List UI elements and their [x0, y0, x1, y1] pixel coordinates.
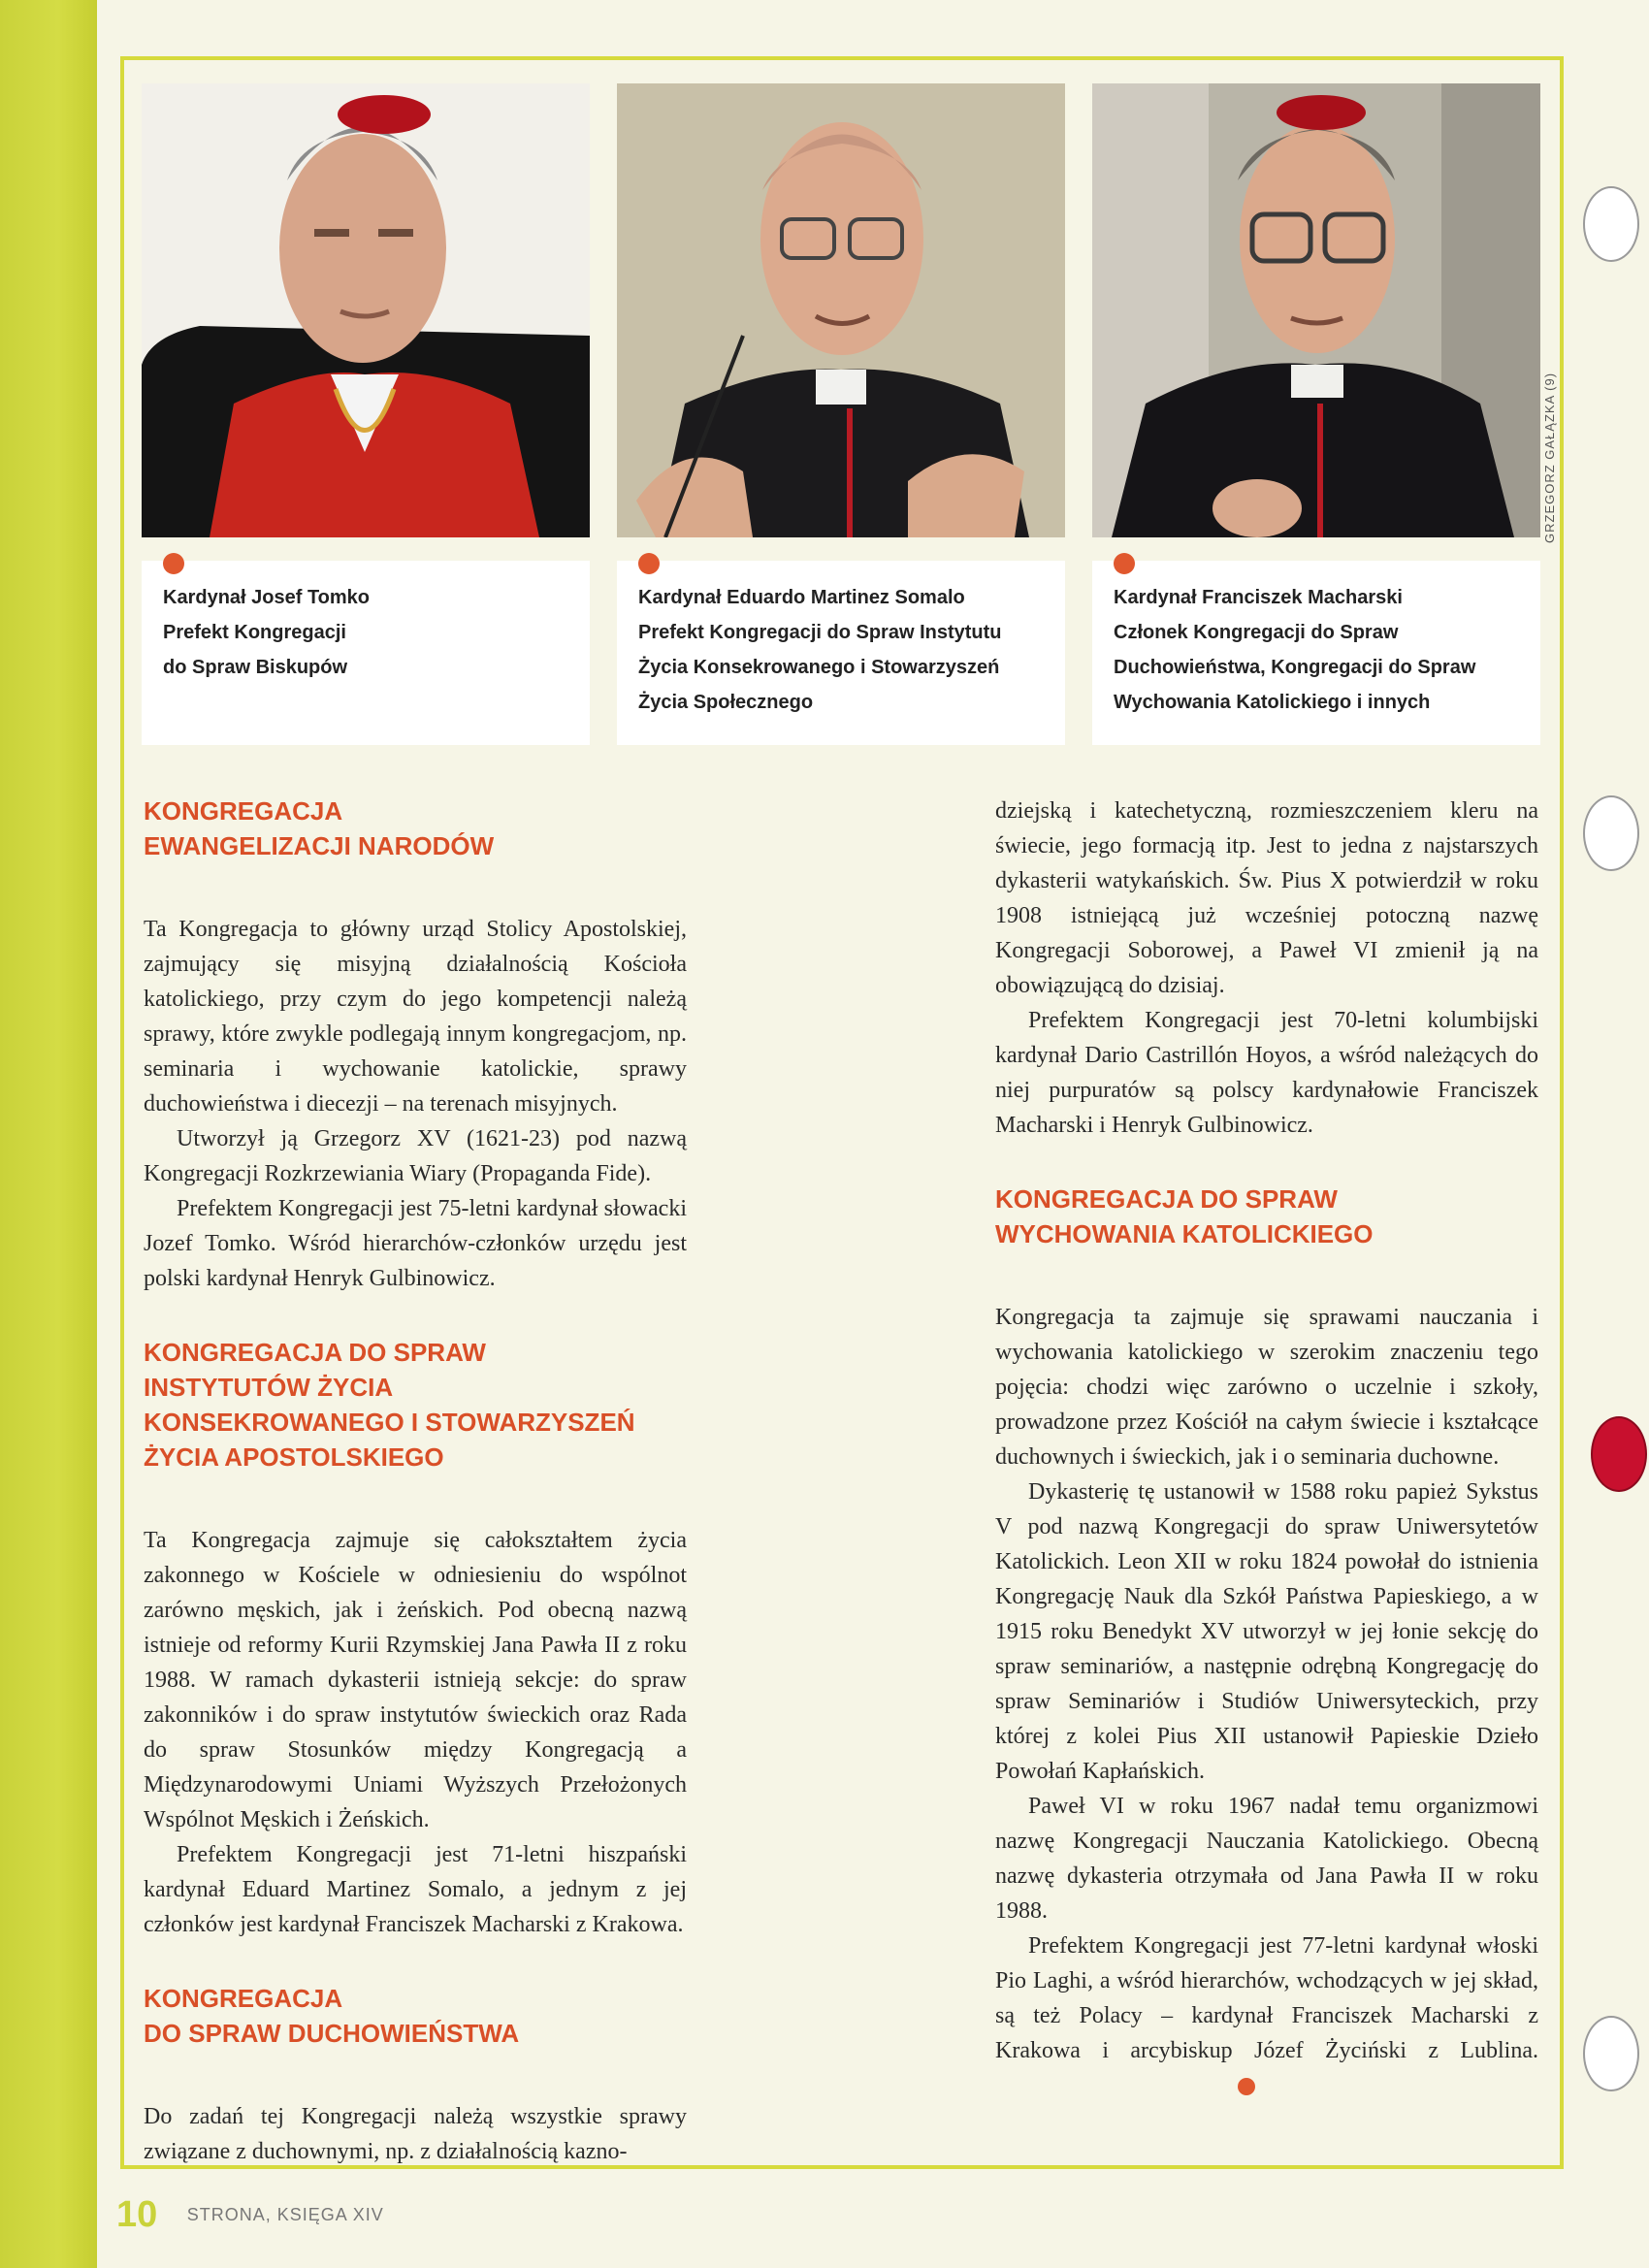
- heading-line: ŻYCIA APOSTOLSKIEGO: [144, 1442, 444, 1472]
- heading-line: KONGREGACJA DO SPRAW: [995, 1184, 1338, 1214]
- section-heading: [144, 1335, 687, 1474]
- section-duchowienstwo: [144, 1981, 687, 2169]
- photo-cardinal-tomko: [142, 83, 590, 537]
- caption-line: Kardynał Franciszek Macharski: [1114, 587, 1403, 608]
- photo-cardinal-somalo: [617, 83, 1065, 537]
- paragraph: Paweł VI w roku 1967 nadał temu organizmowi nazwę Kongregacji Nauczania Katolickiego. Obecną nazwę dykasteria otrzymała od Jana Pawła II w roku 1988.: [995, 1794, 1538, 1924]
- paragraph: Utworzył ją Grzegorz XV (1621-23) pod nazwą Kongregacji Rozkrzewiania Wiary (Propaganda Fide).: [144, 1126, 687, 1186]
- caption-line: Kardynał Eduardo Martinez Somalo: [638, 587, 965, 608]
- heading-line: KONSEKROWANEGO I STOWARZYSZEŃ: [144, 1408, 635, 1437]
- section-heading: [144, 1981, 687, 2051]
- photo-cardinal-macharski: [1092, 83, 1540, 537]
- punch-hole: [1583, 2016, 1639, 2091]
- heading-line: KONGREGACJA: [144, 1984, 343, 2013]
- caption-tomko: [142, 561, 590, 745]
- caption-line: Prefekt Kongregacji do Spraw Instytutu: [638, 622, 1002, 643]
- caption-line: Życia Społecznego: [638, 692, 814, 713]
- punch-hole-red: [1591, 1416, 1647, 1492]
- caption-line: Prefekt Kongregacji: [163, 622, 346, 643]
- caption-line: Życia Konsekrowanego i Stowarzyszeń: [638, 657, 1000, 678]
- punch-hole: [1583, 795, 1639, 871]
- section-heading: [995, 1182, 1538, 1251]
- section-ewangelizacja: [144, 794, 687, 1296]
- punch-hole: [1583, 186, 1639, 262]
- heading-line: KONGREGACJA DO SPRAW: [144, 1338, 486, 1367]
- caption-bullet: [638, 553, 660, 574]
- article-end-mark: [1238, 2078, 1255, 2095]
- paragraph: Prefektem Kongregacji jest 70-letni kolumbijski kardynał Dario Castrillón Hoyos, a wśród należących do niej purpuratów są polscy kardynałowie Franciszek Macharski i Henryk Gulbinowicz.: [995, 1008, 1538, 1138]
- caption-macharski: [1092, 561, 1540, 745]
- caption-bullet: [163, 553, 184, 574]
- paragraph: Kongregacja ta zajmuje się sprawami nauczania i wychowania katolickiego w szerokim znaczeniu tego pojęcia: chodzi więc zarówno o uczelnie i szkoły, prowadzone przez Kościół na całym świecie i kształcące duchownych i świeckich, jak i o seminaria duchowne.: [995, 1305, 1538, 1470]
- yellow-spine-strip: [0, 0, 97, 2268]
- paragraph: Ta Kongregacja zajmuje się całokształtem życia zakonnego w Kościele w odniesieniu do wspólnot zarówno męskich, jak i żeńskich. Pod obecną nazwą istnieje od reformy Kurii Rzymskiej Jana Pawła II z roku 1988. W ramach dykasterii istnieją sekcje: do spraw zakonników i do spraw instytutów świeckich oraz Rada do spraw Stosunków między Kongregacją a Międzynarodowymi Uniami Wyższych Przełożonych Wspólnot Męskich i Żeńskich.: [144, 1528, 687, 1832]
- caption-line: Członek Kongregacji do Spraw: [1114, 622, 1399, 643]
- caption-line: Duchowieństwa, Kongregacji do Spraw: [1114, 657, 1476, 678]
- paragraph-text: Prefektem Kongregacji jest 77-letni kardynał włoski Pio Laghi, a wśród hierarchów, wchodzących w jej skład, są też Polacy – kardynał Franciszek Macharski z Krakowa i arcybiskup Józef Życiński z Lublina.: [995, 1933, 1538, 2063]
- paragraph: dziejską i katechetyczną, rozmieszczeniem kleru na świecie, jego formacją itp. Jest to jedna z najstarszych dykasterii watykańskich. Św. Pius X potwierdził w roku 1908 istniejącą już wcześniej potoczną nazwę Kongregacji Soborowej, a Paweł VI zmienił ją na obowiązującą do dzisiaj.: [995, 798, 1538, 998]
- photo-credit: GRZEGORZ GAŁĄZKA (9): [1542, 372, 1557, 543]
- heading-line: INSTYTUTÓW ŻYCIA: [144, 1373, 394, 1402]
- heading-line: EWANGELIZACJI NARODÓW: [144, 831, 495, 860]
- section-heading: [144, 794, 687, 863]
- page-number: 10: [116, 2194, 158, 2235]
- article-column-right: [995, 794, 1538, 2142]
- heading-line: WYCHOWANIA KATOLICKIEGO: [995, 1219, 1374, 1248]
- article-column-left: [144, 794, 687, 2208]
- paragraph: Prefektem Kongregacji jest 71-letni hiszpański kardynał Eduard Martinez Somalo, a jednym z jej członków jest kardynał Franciszek Macharski z Krakowa.: [144, 1842, 687, 1937]
- paragraph: Prefektem Kongregacji jest 75-letni kardynał słowacki Jozef Tomko. Wśród hierarchów-członków urzędu jest polski kardynał Henryk Gulbinowicz.: [144, 1196, 687, 1291]
- caption-line: do Spraw Biskupów: [163, 657, 348, 678]
- heading-line: KONGREGACJA: [144, 796, 343, 826]
- caption-bullet: [1114, 553, 1135, 574]
- section-duchowienstwo-continued: [995, 794, 1538, 1143]
- paragraph: Ta Kongregacja to główny urząd Stolicy Apostolskiej, zajmujący się misyjną działalnością Kościoła katolickiego, przy czym do jego kompetencji należą sprawy, które zwykle podlegają innym kongregacjom, np. seminaria i wychowanie katolickie, sprawy duchowieństwa i diecezji – na terenach misyjnych.: [144, 917, 687, 1117]
- section-instytuty: [144, 1335, 687, 1942]
- page-footer: [116, 2194, 384, 2236]
- heading-line: DO SPRAW DUCHOWIEŃSTWA: [144, 2019, 520, 2048]
- caption-line: Kardynał Josef Tomko: [163, 587, 371, 608]
- caption-somalo: [617, 561, 1065, 745]
- caption-line: Wychowania Katolickiego i innych: [1114, 692, 1431, 713]
- paragraph: Dykasterię tę ustanowił w 1588 roku papież Sykstus V pod nazwą Kongregacji do spraw Uniwersytetów Katolickich. Leon XII w roku 1824 powołał do istnienia Kongregację Nauk dla Szkół Państwa Papieskiego, a w 1915 roku Benedykt XV utworzył w jej łonie sekcję do spraw seminariów, a następnie odrębną Kongregację do spraw Seminariów i Studiów Uniwersyteckich, przy której z kolei Pius XII ustanowił Papieskie Dzieło Powołań Kapłańskich.: [995, 1479, 1538, 1784]
- paragraph: [995, 1928, 1538, 2103]
- paragraph: Do zadań tej Kongregacji należą wszystkie sprawy związane z duchownymi, np. z działalnością kazno-: [144, 2104, 687, 2164]
- footer-label: STRONA, KSIĘGA XIV: [186, 2205, 384, 2224]
- section-wychowanie: [995, 1182, 1538, 2103]
